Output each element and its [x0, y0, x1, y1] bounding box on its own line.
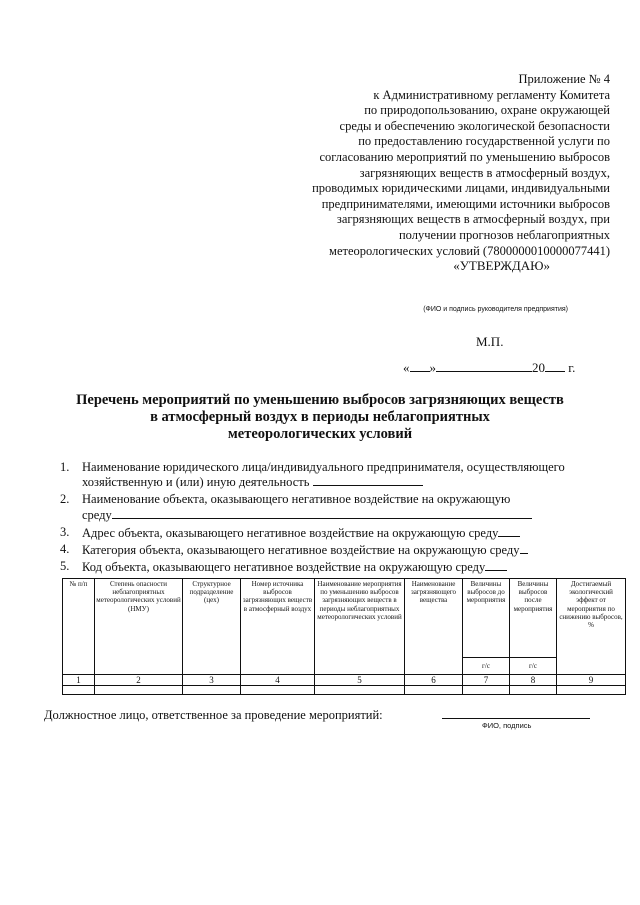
item-text: среду [82, 507, 112, 522]
year-prefix: 20 [532, 360, 545, 375]
fill-line [485, 559, 507, 571]
appendix-line: Приложение № 4 [518, 72, 610, 86]
official-label: Должностное лицо, ответственное за проведение мероприятий: [44, 708, 383, 722]
column-number: 8 [510, 675, 557, 686]
table-header-row [63, 579, 626, 658]
item-number: 4. [60, 542, 70, 557]
column-number: 1 [63, 675, 95, 686]
measures-table [62, 578, 626, 695]
header-cell: Структурное подразделение (цех) [183, 579, 241, 675]
list-item [60, 492, 600, 521]
table-cell[interactable] [405, 686, 463, 695]
appendix-line: загрязняющих веществ в атмосферный воздух, [359, 165, 610, 180]
fill-line [520, 542, 528, 554]
table-cell[interactable] [63, 686, 95, 695]
header-cell: № п/п [63, 579, 95, 675]
column-number: 6 [405, 675, 463, 686]
year-suffix: г. [568, 360, 576, 375]
list-item [60, 542, 600, 557]
fill-line [112, 507, 532, 519]
header-cell: Степень опасности неблагоприятных метеорологических условий (НМУ) [95, 579, 183, 675]
appendix-line: метеорологических условий (7800000010000077441) [329, 243, 610, 258]
appendix-line: к Административному регламенту Комитета [373, 87, 610, 102]
table-cell[interactable] [241, 686, 315, 695]
header-cell: Достигаемый экологический эффект от мероприятия по снижению выбросов, % [557, 579, 626, 675]
header-cell: Величины выбросов после мероприятия [510, 579, 557, 658]
column-number: 4 [241, 675, 315, 686]
field-list [60, 460, 600, 574]
appendix-line: по предоставлению государственной услуги по [358, 134, 610, 149]
appendix-line: среды и обеспечению экологической безопасности [339, 118, 610, 133]
header-cell: Наименование мероприятия по уменьшению выбросов загрязняющих веществ в периоды неблагоприятных метеорологических условий [315, 579, 405, 675]
year-blank [545, 359, 565, 372]
fill-line [498, 525, 520, 537]
title-line: метеорологических условий [227, 426, 413, 442]
appendix-line: согласованию мероприятий по уменьшению выбросов [319, 149, 610, 164]
item-text: Наименование юридического лица/индивидуального предпринимателя, осуществляющего [82, 460, 565, 474]
appendix-block [250, 72, 610, 259]
table-cell[interactable] [463, 686, 510, 695]
table-row [63, 686, 626, 695]
date-open-quote: « [403, 360, 410, 375]
table-cell[interactable] [315, 686, 405, 695]
header-cell: Номер источника выбросов загрязняющих веществ в атмосферный воздух [241, 579, 315, 675]
unit-cell: г/с [463, 658, 510, 675]
day-blank [410, 359, 430, 372]
table-number-row [63, 675, 626, 686]
appendix-line: загрязняющих веществ в атмосферный воздух, при [336, 212, 610, 227]
table-cell[interactable] [510, 686, 557, 695]
column-number: 2 [95, 675, 183, 686]
item-number: 3. [60, 524, 70, 539]
table-cell[interactable] [95, 686, 183, 695]
stamp-label: М.П. [476, 334, 504, 349]
item-text: Адрес объекта, оказывающего негативное воздействие на окружающую среду [82, 525, 499, 540]
item-number: 1. [60, 460, 70, 474]
item-text: Категория объекта, оказывающего негативное воздействие на окружающую среду [82, 543, 520, 558]
appendix-line: проводимых юридическими лицами, индивидуальными [312, 181, 610, 196]
approval-heading: «УТВЕРЖДАЮ» [453, 258, 550, 273]
item-text: Код объекта, оказывающего негативное воздействие на окружающую среду [82, 560, 486, 575]
approval-date-line [403, 359, 575, 376]
title-line: в атмосферный воздух в периоды неблагоприятных [150, 409, 490, 425]
item-text: хозяйственную и (или) иную деятельность [82, 475, 310, 490]
official-signature-line[interactable] [442, 718, 590, 719]
month-blank [436, 359, 532, 372]
table-cell[interactable] [183, 686, 241, 695]
list-item [60, 460, 600, 489]
column-number: 5 [315, 675, 405, 686]
fill-line [313, 474, 423, 486]
unit-cell: г/с [510, 658, 557, 675]
date-close-quote: » [429, 360, 436, 375]
list-item [60, 525, 600, 540]
title-line: Перечень мероприятий по уменьшению выбросов загрязняющих веществ [76, 392, 564, 408]
column-number: 3 [183, 675, 241, 686]
header-cell: Величины выбросов до мероприятия [463, 579, 510, 658]
list-item [60, 559, 600, 574]
item-number: 2. [60, 492, 70, 507]
appendix-line: предпринимателями, имеющими источники выбросов [321, 196, 610, 211]
signature-caption: (ФИО и подпись руководителя предприятия) [423, 306, 568, 313]
item-number: 5. [60, 559, 70, 574]
official-caption: ФИО, подпись [482, 721, 532, 730]
appendix-line: получении прогнозов неблагоприятных [398, 227, 610, 242]
column-number: 9 [557, 675, 626, 686]
column-number: 7 [463, 675, 510, 686]
appendix-line: по природопользованию, охране окружающей [364, 103, 610, 118]
header-cell: Наименование загрязняющего вещества [405, 579, 463, 675]
table-cell[interactable] [557, 686, 626, 695]
document-title [60, 392, 580, 443]
item-text: Наименование объекта, оказывающего негативное воздействие на окружающую [82, 492, 511, 507]
